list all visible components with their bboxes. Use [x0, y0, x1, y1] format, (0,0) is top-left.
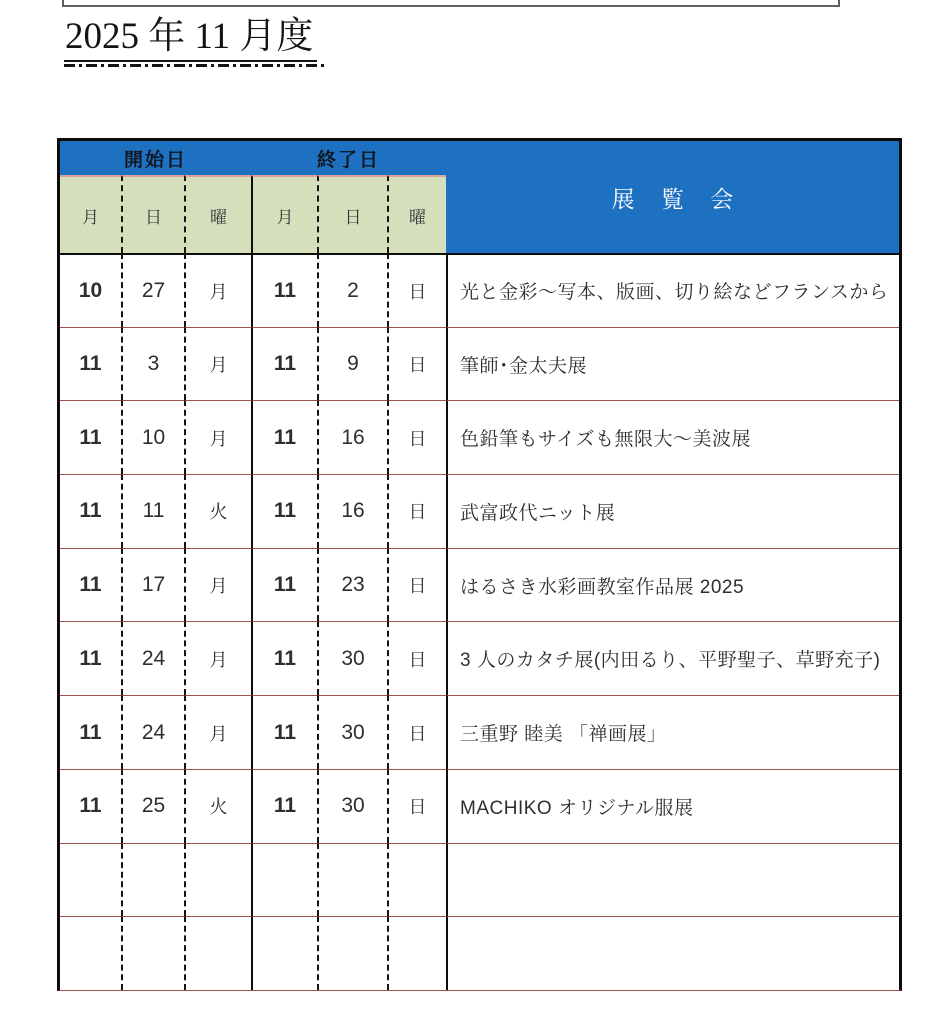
end-day-cell: 23 — [317, 548, 387, 622]
start-weekday-cell: 月 — [184, 695, 251, 769]
start-weekday-cell — [184, 916, 251, 990]
start-day-header: 日 — [121, 175, 184, 253]
title-dash-dot-underline — [64, 64, 325, 67]
start-weekday-header: 曜 — [184, 175, 251, 253]
end-day-cell: 30 — [317, 695, 387, 769]
end-weekday-cell: 日 — [387, 253, 446, 327]
start-month-cell: 11 — [60, 548, 121, 622]
start-day-cell: 27 — [121, 253, 184, 327]
start-weekday-cell: 月 — [184, 253, 251, 327]
end-month-cell — [251, 916, 317, 990]
end-weekday-cell: 日 — [387, 400, 446, 474]
end-weekday-cell: 日 — [387, 621, 446, 695]
end-weekday-cell: 日 — [387, 327, 446, 401]
page-title: 2025 年 11 月度 — [64, 16, 317, 62]
start-weekday-cell: 月 — [184, 621, 251, 695]
start-day-cell: 10 — [121, 400, 184, 474]
end-day-cell: 9 — [317, 327, 387, 401]
start-day-cell: 17 — [121, 548, 184, 622]
end-weekday-header: 曜 — [387, 175, 446, 253]
start-day-cell: 11 — [121, 474, 184, 548]
end-day-cell — [317, 916, 387, 990]
end-month-cell: 11 — [251, 253, 317, 327]
exhibition-title-cell: 武富政代ニット展 — [446, 474, 899, 548]
top-cutoff-box — [62, 0, 840, 7]
end-weekday-cell: 日 — [387, 548, 446, 622]
start-month-cell: 11 — [60, 695, 121, 769]
start-day-cell: 25 — [121, 769, 184, 843]
end-month-cell: 11 — [251, 474, 317, 548]
exhibition-column-header: 展 覧 会 — [446, 141, 899, 253]
start-day-cell: 24 — [121, 621, 184, 695]
end-date-group-header: 終了日 — [251, 141, 446, 175]
end-month-cell: 11 — [251, 327, 317, 401]
end-day-cell: 30 — [317, 621, 387, 695]
end-day-cell: 16 — [317, 474, 387, 548]
end-month-cell: 11 — [251, 400, 317, 474]
exhibition-title-cell: はるさき水彩画教室作品展 2025 — [446, 548, 899, 622]
exhibition-title-cell: 筆師･金太夫展 — [446, 327, 899, 401]
start-month-cell: 11 — [60, 621, 121, 695]
end-month-cell: 11 — [251, 695, 317, 769]
exhibition-title-cell: 色鉛筆もサイズも無限大～美波展 — [446, 400, 899, 474]
end-month-cell: 11 — [251, 769, 317, 843]
end-weekday-cell — [387, 843, 446, 917]
start-weekday-cell: 月 — [184, 548, 251, 622]
start-day-cell — [121, 843, 184, 917]
page-title-block — [64, 16, 317, 67]
end-weekday-cell: 日 — [387, 474, 446, 548]
exhibition-title-cell: MACHIKO オリジナル服展 — [446, 769, 899, 843]
start-weekday-cell: 月 — [184, 400, 251, 474]
end-month-cell — [251, 843, 317, 917]
start-month-cell: 11 — [60, 474, 121, 548]
end-month-cell: 11 — [251, 621, 317, 695]
end-month-header: 月 — [251, 175, 317, 253]
start-month-cell: 11 — [60, 327, 121, 401]
end-weekday-cell: 日 — [387, 769, 446, 843]
end-weekday-cell: 日 — [387, 695, 446, 769]
start-day-cell — [121, 916, 184, 990]
exhibition-title-cell — [446, 843, 899, 917]
end-day-cell — [317, 843, 387, 917]
end-weekday-cell — [387, 916, 446, 990]
end-month-cell: 11 — [251, 548, 317, 622]
start-month-cell: 11 — [60, 769, 121, 843]
start-month-cell — [60, 843, 121, 917]
end-day-cell: 2 — [317, 253, 387, 327]
start-weekday-cell — [184, 843, 251, 917]
exhibition-title-cell — [446, 916, 899, 990]
start-weekday-cell: 火 — [184, 769, 251, 843]
start-month-cell: 11 — [60, 400, 121, 474]
exhibition-title-cell: 3 人のカタチ展(内田るり、平野聖子、草野充子) — [446, 621, 899, 695]
start-weekday-cell: 月 — [184, 327, 251, 401]
end-day-cell: 16 — [317, 400, 387, 474]
start-day-cell: 3 — [121, 327, 184, 401]
start-day-cell: 24 — [121, 695, 184, 769]
start-weekday-cell: 火 — [184, 474, 251, 548]
start-date-group-header: 開始日 — [60, 141, 251, 175]
end-day-cell: 30 — [317, 769, 387, 843]
start-month-cell — [60, 916, 121, 990]
exhibition-title-cell: 三重野 睦美 「禅画展」 — [446, 695, 899, 769]
start-month-cell: 10 — [60, 253, 121, 327]
exhibition-schedule-table — [57, 138, 902, 991]
end-day-header: 日 — [317, 175, 387, 253]
start-month-header: 月 — [60, 175, 121, 253]
exhibition-title-cell: 光と金彩～写本、版画、切り絵などフランスから — [446, 253, 899, 327]
